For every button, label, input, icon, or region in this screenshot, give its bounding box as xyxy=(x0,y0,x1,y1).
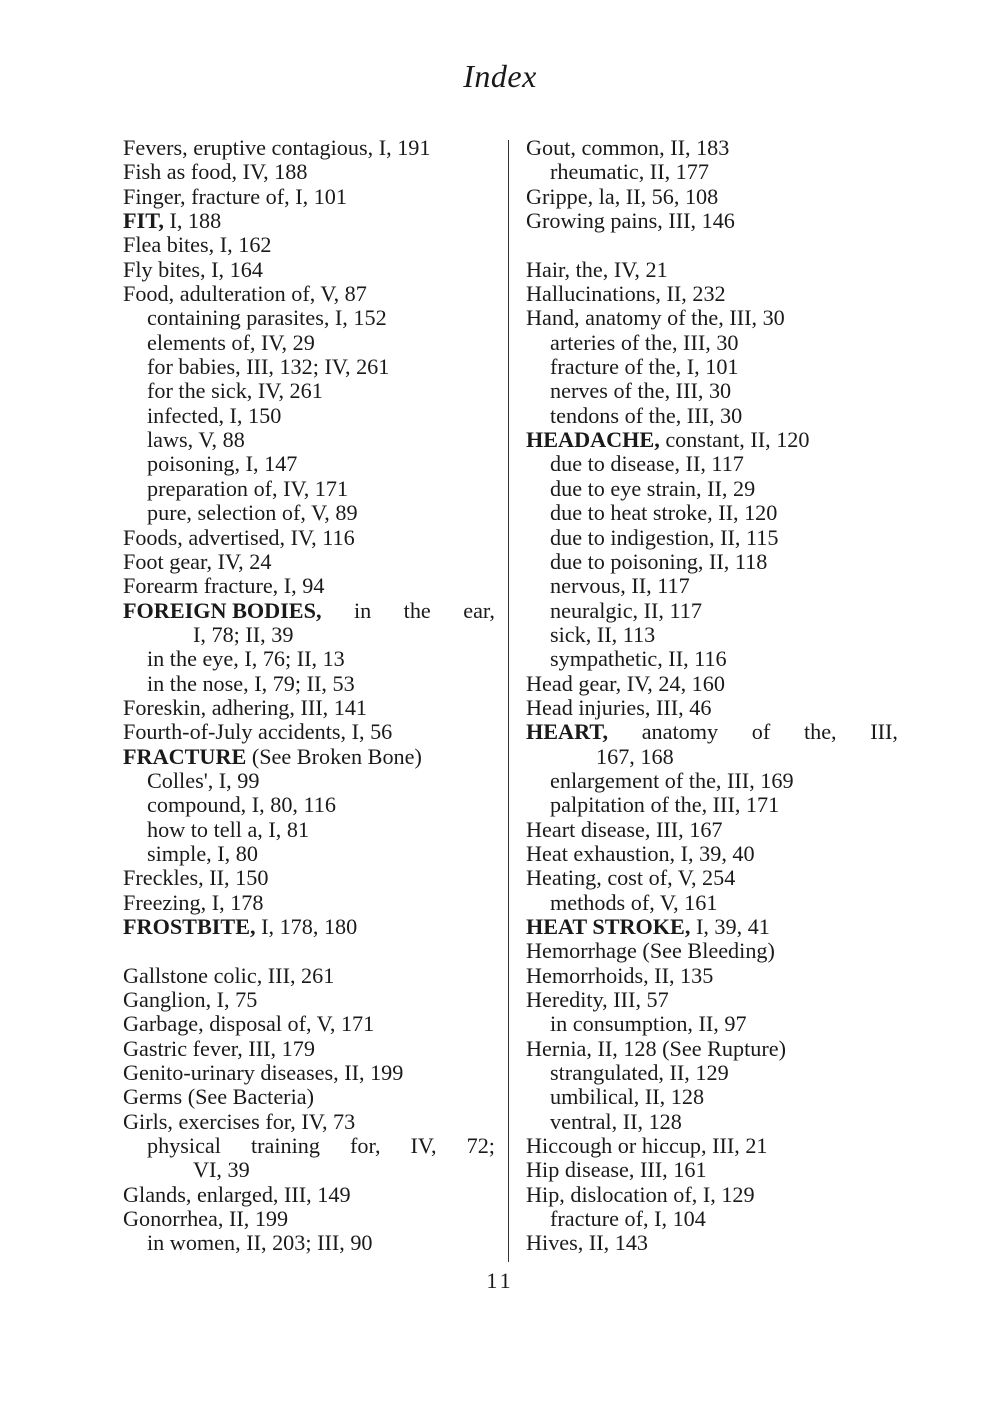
index-spacer xyxy=(123,939,495,963)
index-text: Heating, cost of, V, 254 xyxy=(526,865,736,891)
index-word: IV, xyxy=(410,1133,437,1159)
index-word: of xyxy=(751,719,771,745)
index-entry xyxy=(123,160,495,184)
index-text: 167, 168 xyxy=(596,743,674,769)
index-subentry xyxy=(123,501,495,525)
index-subentry xyxy=(123,1231,495,1255)
index-text: Hip, dislocation of, I, 129 xyxy=(526,1181,755,1207)
index-entry xyxy=(123,185,495,209)
index-text: due to indigestion, II, 115 xyxy=(550,524,779,550)
index-entry xyxy=(123,915,495,939)
index-text: Hip disease, III, 161 xyxy=(526,1157,707,1183)
index-entry xyxy=(526,1037,898,1061)
index-text: sick, II, 113 xyxy=(550,621,656,647)
index-entry xyxy=(123,1085,495,1109)
index-text: Hand, anatomy of the, III, 30 xyxy=(526,305,785,331)
page-number: 11 xyxy=(486,1268,514,1293)
index-text: methods of, V, 161 xyxy=(550,889,718,915)
index-subentry xyxy=(526,599,898,623)
index-text: Glands, enlarged, III, 149 xyxy=(123,1181,351,1207)
index-entry xyxy=(526,866,898,890)
index-text: Fish as food, IV, 188 xyxy=(123,159,308,185)
index-subentry xyxy=(123,672,495,696)
index-entry xyxy=(526,136,898,160)
index-entry xyxy=(123,988,495,1012)
index-subentry xyxy=(526,1085,898,1109)
index-text: Fevers, eruptive contagious, I, 191 xyxy=(123,135,431,160)
index-text: strangulated, II, 129 xyxy=(550,1060,729,1086)
index-entry xyxy=(123,1207,495,1231)
index-subentry xyxy=(123,647,495,671)
index-subentry xyxy=(123,793,495,817)
index-word: anatomy xyxy=(641,719,719,745)
index-text: Heat exhaustion, I, 39, 40 xyxy=(526,840,755,866)
index-text: Gout, common, II, 183 xyxy=(526,135,730,160)
index-subentry xyxy=(526,769,898,793)
index-subentry xyxy=(526,331,898,355)
index-column-left xyxy=(123,136,495,1256)
index-subentry xyxy=(526,1012,898,1036)
index-text: Hallucinations, II, 232 xyxy=(526,281,726,307)
index-text: in the nose, I, 79; II, 53 xyxy=(147,670,355,696)
index-entry xyxy=(526,672,898,696)
index-text: rheumatic, II, 177 xyxy=(550,159,709,185)
index-heading: FROSTBITE, xyxy=(123,914,256,939)
index-text: Finger, fracture of, I, 101 xyxy=(123,183,347,209)
index-entry xyxy=(526,258,898,282)
index-text: fracture of the, I, 101 xyxy=(550,354,739,380)
index-text: Hives, II, 143 xyxy=(526,1230,649,1256)
index-text: Growing pains, III, 146 xyxy=(526,208,735,234)
index-text: nervous, II, 117 xyxy=(550,573,690,599)
index-text: palpitation of the, III, 171 xyxy=(550,792,780,818)
index-subentry xyxy=(526,1061,898,1085)
index-text: preparation of, IV, 171 xyxy=(147,475,349,501)
index-entry xyxy=(526,209,898,233)
index-text: I, 188 xyxy=(163,208,222,234)
index-text: Gallstone colic, III, 261 xyxy=(123,962,335,988)
index-subentry xyxy=(123,428,495,452)
index-text: compound, I, 80, 116 xyxy=(147,792,336,818)
index-text: Hemorrhoids, II, 135 xyxy=(526,962,714,988)
index-text: Hair, the, IV, 21 xyxy=(526,256,668,282)
index-text: Head injuries, III, 46 xyxy=(526,694,712,720)
index-subentry xyxy=(526,1207,898,1231)
index-text: umbilical, II, 128 xyxy=(550,1084,705,1110)
index-entry xyxy=(123,574,495,598)
index-entry xyxy=(123,136,495,160)
index-continuation xyxy=(526,745,898,769)
index-continuation xyxy=(123,1158,495,1182)
index-heading: FOREIGN BODIES, xyxy=(123,597,322,623)
index-subentry xyxy=(526,404,898,428)
index-text: Freckles, II, 150 xyxy=(123,865,269,891)
index-entry xyxy=(526,988,898,1012)
index-word: 72; xyxy=(466,1133,495,1159)
index-text: Freezing, I, 178 xyxy=(123,889,264,915)
index-text: I, 178, 180 xyxy=(255,914,358,939)
index-text: nerves of the, III, 30 xyxy=(550,378,732,404)
index-subentry xyxy=(526,891,898,915)
index-column-right xyxy=(526,136,898,1256)
index-entry xyxy=(123,720,495,744)
index-text: sympathetic, II, 116 xyxy=(550,646,727,672)
index-text: Foreskin, adhering, III, 141 xyxy=(123,694,368,720)
index-text: (See Broken Bone) xyxy=(246,743,422,769)
index-continuation xyxy=(123,623,495,647)
index-subentry xyxy=(526,452,898,476)
index-text: for babies, III, 132; IV, 261 xyxy=(147,354,390,380)
index-text: I, 78; II, 39 xyxy=(193,621,294,647)
index-word: the, xyxy=(803,719,837,745)
index-entry xyxy=(526,1183,898,1207)
index-entry xyxy=(123,1061,495,1085)
index-entry xyxy=(526,1231,898,1255)
index-text: I, 39, 41 xyxy=(690,914,770,939)
index-word: physical xyxy=(147,1133,221,1159)
index-text: due to heat stroke, II, 120 xyxy=(550,500,778,526)
index-heading: FIT, xyxy=(123,208,164,234)
index-word: in xyxy=(353,597,372,623)
index-heading: HEAT STROKE, xyxy=(526,914,691,939)
index-entry xyxy=(123,258,495,282)
index-text: arteries of the, III, 30 xyxy=(550,329,739,355)
index-entry xyxy=(123,964,495,988)
index-entry xyxy=(123,209,495,233)
index-subentry xyxy=(526,526,898,550)
index-entry xyxy=(526,1158,898,1182)
index-text: Heart disease, III, 167 xyxy=(526,816,723,842)
index-entry xyxy=(526,939,898,963)
index-text: Hemorrhage (See Bleeding) xyxy=(526,938,775,964)
index-spacer xyxy=(526,233,898,257)
index-subentry xyxy=(123,306,495,330)
index-entry xyxy=(526,696,898,720)
index-text: tendons of the, III, 30 xyxy=(550,402,743,428)
index-entry xyxy=(123,1037,495,1061)
index-subentry xyxy=(123,355,495,379)
index-heading: HEART, xyxy=(526,719,609,745)
index-text: Grippe, la, II, 56, 108 xyxy=(526,183,719,209)
index-subentry xyxy=(123,477,495,501)
index-text: Gonorrhea, II, 199 xyxy=(123,1206,289,1232)
index-subentry xyxy=(526,1110,898,1134)
index-subentry xyxy=(123,818,495,842)
index-entry xyxy=(123,599,495,623)
index-text: in consumption, II, 97 xyxy=(550,1011,747,1037)
index-text: poisoning, I, 147 xyxy=(147,451,298,477)
index-text: Food, adulteration of, V, 87 xyxy=(123,281,367,307)
index-text: elements of, IV, 29 xyxy=(147,329,315,355)
index-subentry xyxy=(526,550,898,574)
index-entry xyxy=(123,233,495,257)
index-text: due to poisoning, II, 118 xyxy=(550,548,768,574)
index-entry xyxy=(526,915,898,939)
index-entry xyxy=(526,282,898,306)
index-subentry xyxy=(526,501,898,525)
index-entry xyxy=(123,696,495,720)
index-text: pure, selection of, V, 89 xyxy=(147,500,358,526)
index-entry xyxy=(123,891,495,915)
index-text: Colles', I, 99 xyxy=(147,767,260,793)
index-text: neuralgic, II, 117 xyxy=(550,597,702,623)
index-subentry xyxy=(526,574,898,598)
index-text: due to disease, II, 117 xyxy=(550,451,744,477)
index-text: laws, V, 88 xyxy=(147,427,245,453)
index-text: due to eye strain, II, 29 xyxy=(550,475,756,501)
index-word: III, xyxy=(870,719,898,745)
index-subentry xyxy=(123,842,495,866)
index-subentry xyxy=(123,769,495,793)
index-text: Genito-urinary diseases, II, 199 xyxy=(123,1060,404,1086)
index-text: Flea bites, I, 162 xyxy=(123,232,272,258)
index-entry xyxy=(526,720,898,744)
index-subentry xyxy=(123,331,495,355)
index-word: training xyxy=(250,1133,320,1159)
index-text: Forearm fracture, I, 94 xyxy=(123,573,325,599)
index-entry xyxy=(526,818,898,842)
index-subentry xyxy=(123,452,495,476)
index-text: infected, I, 150 xyxy=(147,402,282,428)
index-heading: FRACTURE xyxy=(123,743,247,769)
index-text: in women, II, 203; III, 90 xyxy=(147,1230,373,1256)
column-divider xyxy=(508,140,509,1262)
index-subentry xyxy=(526,477,898,501)
index-entry xyxy=(526,428,898,452)
index-text: constant, II, 120 xyxy=(659,427,810,453)
index-text: how to tell a, I, 81 xyxy=(147,816,310,842)
index-subentry xyxy=(526,623,898,647)
index-text: fracture of, I, 104 xyxy=(550,1206,706,1232)
index-subentry xyxy=(526,160,898,184)
index-subentry xyxy=(526,647,898,671)
index-entry xyxy=(123,745,495,769)
index-text: Gastric fever, III, 179 xyxy=(123,1035,315,1061)
index-text: Hernia, II, 128 (See Rupture) xyxy=(526,1035,786,1061)
index-entry xyxy=(123,550,495,574)
page-title: Index xyxy=(463,58,537,94)
index-heading: HEADACHE, xyxy=(526,427,660,453)
index-entry xyxy=(123,1183,495,1207)
index-text: enlargement of the, III, 169 xyxy=(550,767,794,793)
index-word: ear, xyxy=(463,597,495,623)
index-text: Germs (See Bacteria) xyxy=(123,1084,314,1110)
index-text: containing parasites, I, 152 xyxy=(147,305,387,331)
index-subentry xyxy=(123,404,495,428)
index-subentry xyxy=(123,1134,495,1158)
index-text: Heredity, III, 57 xyxy=(526,987,669,1013)
index-entry xyxy=(123,282,495,306)
index-text: in the eye, I, 76; II, 13 xyxy=(147,646,345,672)
index-text: for the sick, IV, 261 xyxy=(147,378,323,404)
index-text: simple, I, 80 xyxy=(147,840,258,866)
index-subentry xyxy=(123,379,495,403)
index-entry xyxy=(123,1110,495,1134)
index-text: ventral, II, 128 xyxy=(550,1108,682,1134)
index-text: Hiccough or hiccup, III, 21 xyxy=(526,1133,768,1159)
index-entry xyxy=(526,185,898,209)
index-text: Garbage, disposal of, V, 171 xyxy=(123,1011,375,1037)
index-subentry xyxy=(526,793,898,817)
index-subentry xyxy=(526,379,898,403)
index-word: the xyxy=(403,597,431,623)
index-entry xyxy=(526,964,898,988)
index-text: VI, 39 xyxy=(193,1157,250,1183)
index-entry xyxy=(123,526,495,550)
index-entry xyxy=(526,842,898,866)
index-text: Foot gear, IV, 24 xyxy=(123,548,272,574)
index-entry xyxy=(526,1134,898,1158)
index-text: Ganglion, I, 75 xyxy=(123,987,258,1013)
index-text: Foods, advertised, IV, 116 xyxy=(123,524,355,550)
index-text: Fourth-of-July accidents, I, 56 xyxy=(123,719,393,745)
index-text: Girls, exercises for, IV, 73 xyxy=(123,1108,356,1134)
index-text: Fly bites, I, 164 xyxy=(123,256,263,282)
index-word: for, xyxy=(349,1133,381,1159)
index-entry xyxy=(123,1012,495,1036)
index-entry xyxy=(526,306,898,330)
index-entry xyxy=(123,866,495,890)
index-subentry xyxy=(526,355,898,379)
index-text: Head gear, IV, 24, 160 xyxy=(526,670,725,696)
